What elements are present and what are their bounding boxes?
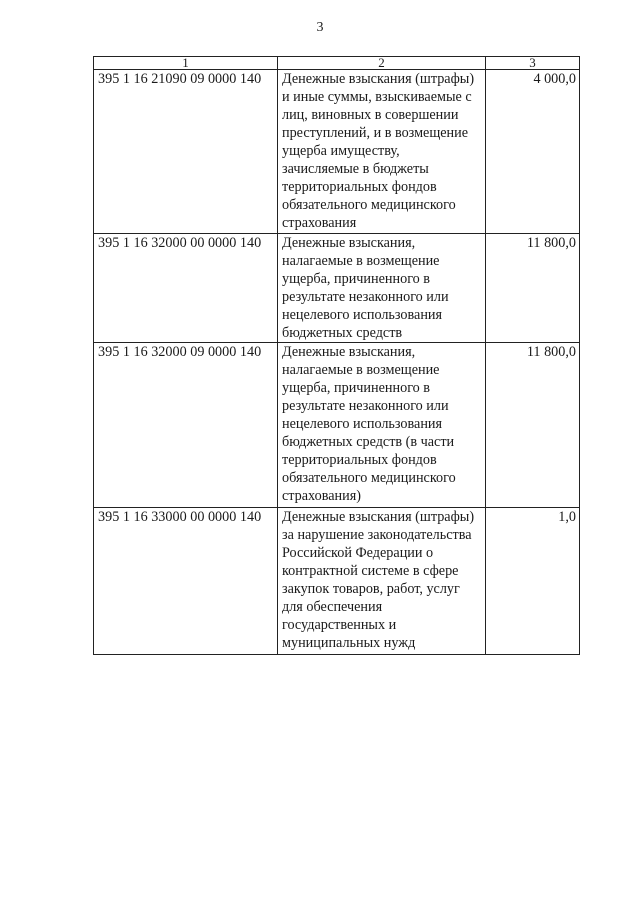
table-row: [94, 70, 580, 234]
description-line: обязательного медицинского: [282, 470, 456, 486]
description-line: территориальных фондов: [282, 452, 437, 468]
budget-code-cell: 395 1 16 32000 00 0000 140: [94, 234, 278, 343]
description-cell: [278, 234, 486, 343]
budget-code-cell: 395 1 16 33000 00 0000 140: [94, 508, 278, 655]
description-line: бюджетных средств: [282, 325, 403, 341]
budget-code-cell: 395 1 16 21090 09 0000 140: [94, 70, 278, 234]
table-row: [94, 508, 580, 655]
column-header-1: 1: [94, 57, 278, 70]
description-line: бюджетных средств (в части: [282, 434, 455, 450]
description-cell: [278, 343, 486, 508]
description-line: за нарушение законодательства: [282, 527, 472, 543]
description-cell: [278, 70, 486, 234]
description-line: лиц, виновных в совершении: [282, 107, 459, 123]
amount-cell: 1,0: [486, 508, 580, 655]
description-line: преступлений, и в возмещение: [282, 125, 469, 141]
description-line: ущерба имуществу,: [282, 143, 400, 159]
description-line: ущерба, причиненного в: [282, 271, 430, 287]
description-line: закупок товаров, работ, услуг: [282, 581, 460, 597]
description-line: ущерба, причиненного в: [282, 380, 430, 396]
description-line: страхования): [282, 488, 361, 504]
description-line: нецелевого использования: [282, 416, 443, 432]
description-line: Денежные взыскания (штрафы): [282, 509, 475, 525]
column-header-2: 2: [278, 57, 486, 70]
description-line: зачисляемые в бюджеты: [282, 161, 429, 177]
amount-cell: 11 800,0: [486, 343, 580, 508]
description-line: результате незаконного или: [282, 398, 449, 414]
description-line: контрактной системе в сфере: [282, 563, 459, 579]
description-line: и иные суммы, взыскиваемые с: [282, 89, 472, 105]
amount-cell: 4 000,0: [486, 70, 580, 234]
description-line: территориальных фондов: [282, 179, 437, 195]
description-line: Денежные взыскания (штрафы): [282, 71, 475, 87]
description-line: государственных и: [282, 617, 397, 633]
description-line: нецелевого использования: [282, 307, 443, 323]
description-line: налагаемые в возмещение: [282, 362, 440, 378]
description-line: муниципальных нужд: [282, 635, 416, 651]
description-line: Российской Федерации о: [282, 545, 434, 561]
description-line: для обеспечения: [282, 599, 383, 615]
description-line: результате незаконного или: [282, 289, 449, 305]
table-header-row: [94, 57, 580, 70]
description-line: Денежные взыскания,: [282, 235, 416, 251]
description-line: налагаемые в возмещение: [282, 253, 440, 269]
budget-revenue-table: [93, 56, 580, 655]
table-row: [94, 343, 580, 508]
table-row: [94, 234, 580, 343]
page-number: 3: [316, 20, 324, 35]
description-cell: [278, 508, 486, 655]
description-line: Денежные взыскания,: [282, 344, 416, 360]
description-line: страхования: [282, 215, 357, 231]
amount-cell: 11 800,0: [486, 234, 580, 343]
column-header-3: 3: [486, 57, 580, 70]
budget-code-cell: 395 1 16 32000 09 0000 140: [94, 343, 278, 508]
description-line: обязательного медицинского: [282, 197, 456, 213]
